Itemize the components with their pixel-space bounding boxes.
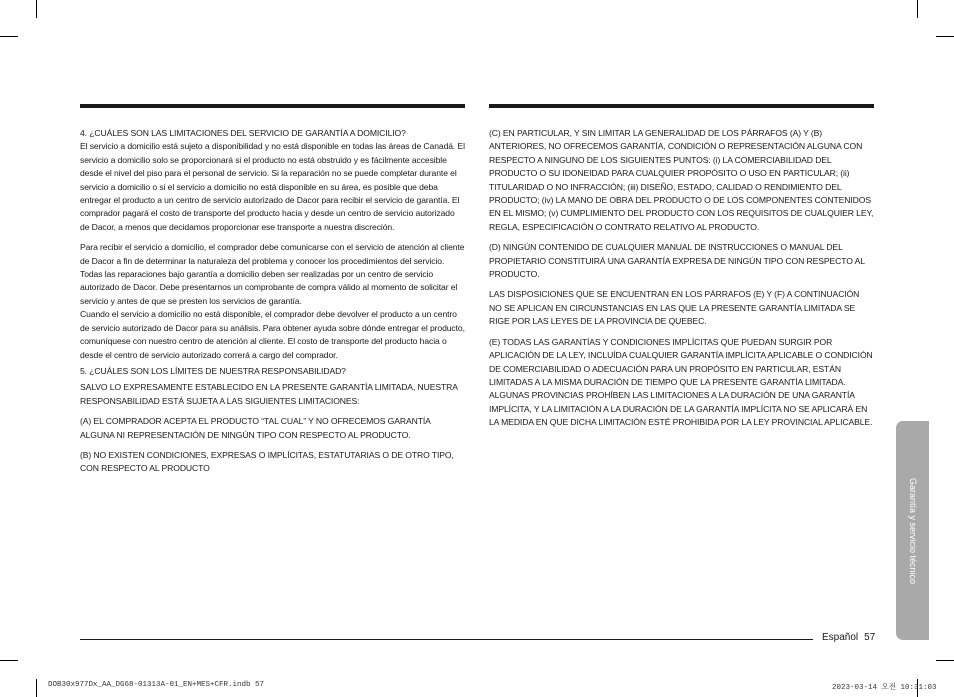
print-slug-file: DOB30x977Dx_AA_DG68-01313A-01_EN+MES+CFR.indb 57 [48, 681, 265, 689]
right-column [489, 127, 874, 430]
clause-d: (D) NINGÚN CONTENIDO DE CUALQUIER MANUAL DE INSTRUCCIONES O MANUAL DEL PROPIETARIO CONSTITUIRÁ UNA GARANTÍA EXPRESA DE NINGÚN TIPO CON RESPECTO AL PRODUCTO. [489, 242, 865, 280]
clause-b: (B) NO EXISTEN CONDICIONES, EXPRESAS O IMPLÍCITAS, ESTATUTARIAS O DE OTRO TIPO, CON RESPECTO AL PRODUCTO [80, 449, 454, 474]
crop-mark [917, 0, 918, 18]
page-number: 57 [864, 632, 876, 643]
side-tab-label: Garantía y servicio técnico [907, 477, 918, 584]
section5-intro: SALVO LO EXPRESAMENTE ESTABLECIDO EN LA PRESENTE GARANTÍA LIMITADA, NUESTRA RESPONSABILIDAD ESTÁ SUJETA A LAS SIGUIENTES LIMITACIONES: [80, 382, 458, 406]
clause-c: (C) EN PARTICULAR, Y SIN LIMITAR LA GENERALIDAD DE LOS PÁRRAFOS (A) Y (B) ANTERIORES, NO OFRECEMOS GARANTÍA, CONDICIÓN O REPRESENTACIÓN ALGUNA CON RESPECTO A NINGUNO DE LOS SIGUIENTES PUNTOS: (i) LA COMERCIABILIDAD DEL PRODUCTO O SU IDONEIDAD PARA CUALQUIER PROPÓSITO O USO EN PARTICULAR; (ii) TITULARIDAD O NO INFRACCIÓN; (iii) DISEÑO, ESTADO, CALIDAD O RENDIMIENTO DEL PRODUCTO; (iv) LA MANO DE OBRA DEL PRODUCTO O DE LOS COMPONENTES CONTENIDOS EN EL MISMO; (v) CUMPLIMIENTO DEL PRODUCTO CON LOS REQUISITOS DE CUALQUIER LEY, REGLA, ESPECIFICACIÓN O CONTRATO RELATIVO AL PRODUCTO. [489, 128, 874, 232]
section4-paragraph-1: El servicio a domicilio está sujeto a disponibilidad y no está disponible en todas las áreas de Canadá. El servicio a domicilio solo se proporcionará si el producto no está obstruido y es fácilmente accesible desde el nivel del piso para el personal de servicio. Si la reparación no se puede completar durante el servicio a domicilio o si el servicio a domicilio no está disponible en su área, es posible que deba entregar el producto a un centro de servicio autorizado de Dacor para recibir el servicio de garantía. El comprador pagará el costo de transporte del producto hacia y desde un centro de servicio autorizado de Dacor, a menos que decidamos proporcionar ese transporte a nuestra discreción. [80, 141, 465, 232]
crop-mark [0, 660, 18, 661]
section4-paragraph-3: Cuando el servicio a domicilio no está disponible, el comprador debe devolver el producto a un centro de servicio autorizado de Dacor para su análisis. Para obtener ayuda sobre dónde entregar el producto, comuníquese con nuestro centro de atención al cliente. El costo de transporte del producto hacia o desde el centro de servicio autorizado correrá a cargo del comprador. [80, 309, 465, 360]
left-column [80, 127, 465, 476]
print-slug-date: 2023-03-14 오전 10:31:03 [832, 684, 937, 692]
crop-mark [36, 0, 37, 18]
quebec-note: LAS DISPOSICIONES QUE SE ENCUENTRAN EN LOS PÁRRAFOS (E) Y (F) A CONTINUACIÓN NO SE APLICAN EN CIRCUNSTANCIAS EN LAS QUE LA PRESENTE GARANTÍA LIMITADA SE RIGE POR LAS LEYES DE LA PROVINCIA DE QUEBEC. [489, 289, 860, 327]
left-column-rule [80, 104, 465, 108]
crop-mark [936, 36, 954, 37]
footer-language: Español [822, 632, 859, 643]
clause-a: (A) EL COMPRADOR ACEPTA EL PRODUCTO “TAL CUAL” Y NO OFRECEMOS GARANTÍA ALGUNA NI REPRESENTACIÓN DE NINGÚN TIPO CON RESPECTO AL PRODUCTO. [80, 416, 431, 440]
section-side-tab [896, 421, 929, 640]
page-footer [822, 632, 875, 643]
right-column-rule [489, 104, 874, 108]
crop-mark [936, 660, 954, 661]
footer-rule [80, 639, 813, 640]
crop-mark [0, 36, 18, 37]
section5-heading: 5. ¿CUÁLES SON LOS LÍMITES DE NUESTRA RESPONSABILIDAD? [80, 365, 346, 376]
crop-mark [36, 679, 37, 697]
section4-heading: 4. ¿CUÁLES SON LAS LIMITACIONES DEL SERVICIO DE GARANTÍA A DOMICILIO? [80, 128, 406, 138]
clause-e: (E) TODAS LAS GARANTÍAS Y CONDICIONES IMPLÍCITAS QUE PUEDAN SURGIR POR APLICACIÓN DE LA LEY, INCLUÍDA CUALQUIER GARANTÍA IMPLÍCITA APLICABLE O CONDICIÓN DE COMERCIABILIDAD O ADECUACIÓN PARA UN PROPÓSITO EN PARTICULAR, ESTÁN LIMITADAS A LA MISMA DURACIÓN DE TIEMPO QUE LA PRESENTE GARANTÍA LIMITADA. ALGUNAS PROVINCIAS PROHÍBEN LAS LIMITACIONES A LA DURACIÓN DE UNA GARANTÍA IMPLÍCITA, Y LA LIMITACIÓN A LA DURACIÓN DE LA GARANTÍA IMPLÍCITA NO SE APLICARÁ EN LA MEDIDA EN QUE DICHA LIMITACIÓN ESTÉ PROHIBIDA POR LA LEY PROVINCIAL APLICABLE. [489, 336, 873, 428]
section4-paragraph-2: Para recibir el servicio a domicilio, el comprador debe comunicarse con el servicio de atención al cliente de Dacor a fin de determinar la naturaleza del problema y conocer los procedimientos del servicio. Todas las reparaciones bajo garantía a domicilio deben ser realizadas por un centro de servicio autorizado de Dacor. Debe presentarnos un comprobante de compra válido al momento de solicitar el servicio y antes de que se presten los servicios de garantía. [80, 242, 465, 306]
